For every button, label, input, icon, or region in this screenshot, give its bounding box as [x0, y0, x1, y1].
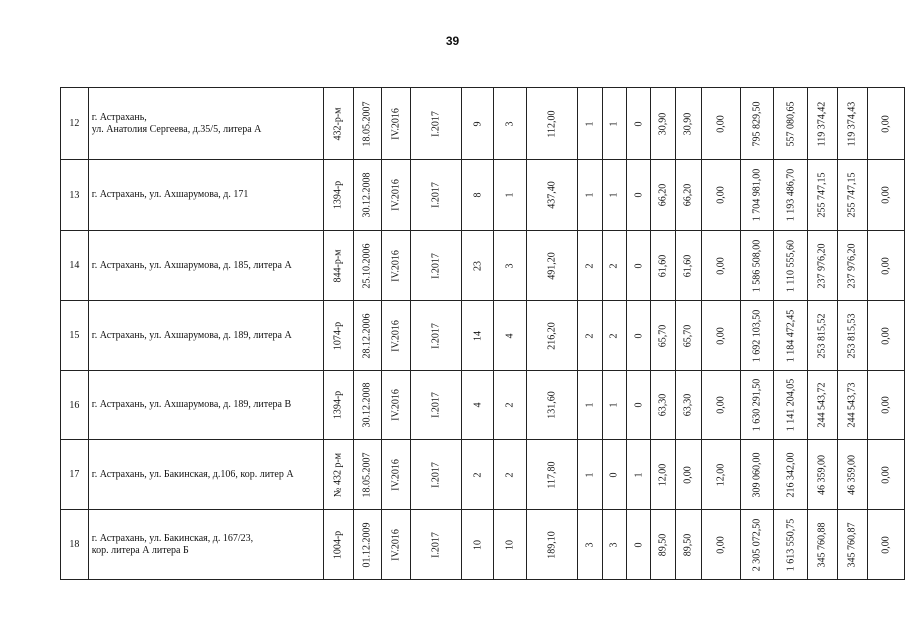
address-cell — [88, 440, 323, 510]
cell-value: 112,00 — [546, 109, 558, 138]
cost-total-cell — [740, 440, 774, 510]
area-b-cell — [701, 301, 740, 371]
order-cell — [323, 88, 353, 160]
plan-start-cell — [381, 231, 410, 301]
cell-value: 119 374,43 — [846, 101, 858, 146]
cell-value: 0 — [633, 402, 645, 408]
cell-value: 117,80 — [546, 460, 558, 489]
residents-cell — [461, 88, 494, 160]
cell-value: 18.05.2007 — [361, 101, 373, 146]
cost-fund-cell — [774, 88, 808, 160]
cost-owners-cell — [867, 301, 904, 371]
area-a-cell — [676, 371, 701, 440]
cost-owners-cell — [867, 510, 904, 580]
cell-value: IV.2016 — [390, 319, 402, 352]
cell-value: 1 — [633, 472, 645, 477]
cell-value: 1 110 555,60 — [785, 239, 797, 292]
area-b-cell — [701, 231, 740, 301]
address-line: г. Астрахань, ул. Ахшарумова, д. 171 — [91, 189, 249, 200]
cell-value: 1394-р — [332, 180, 344, 210]
cell-value: IV.2016 — [390, 389, 402, 421]
cell-value: 1394-р — [332, 390, 344, 420]
area-cell — [527, 371, 578, 440]
cell-value: 0,00 — [880, 535, 892, 554]
cost-total-cell — [740, 301, 774, 371]
cell-value: 61,60 — [657, 254, 669, 277]
cell-value: 28.12.2006 — [361, 313, 373, 358]
cell-value: 1 586 508,00 — [751, 239, 763, 292]
residents-cell — [461, 231, 494, 301]
cell-value: 0,00 — [682, 465, 694, 484]
area-cell — [527, 88, 578, 160]
cell-value: 237 976,20 — [816, 243, 828, 288]
cell-value: IV.2016 — [390, 179, 402, 211]
cost-local-cell — [837, 88, 867, 160]
flats-b-cell — [626, 440, 650, 510]
floors-cell — [494, 231, 527, 301]
flats-b-cell — [626, 160, 650, 231]
flats-total-cell — [578, 510, 602, 580]
flats-total-cell — [578, 160, 602, 231]
plan-end-cell — [410, 371, 461, 440]
order-cell — [323, 371, 353, 440]
area-a-cell — [676, 160, 701, 231]
cell-value: IV.2016 — [390, 107, 402, 140]
cell-value: IV.2016 — [390, 458, 402, 491]
flats-b-cell — [626, 231, 650, 301]
flats-b-cell — [626, 88, 650, 160]
flats-a-cell — [602, 301, 626, 371]
address-line: г. Астрахань, ул. Ахшарумова, д. 189, литера В — [91, 399, 292, 410]
floors-cell — [494, 440, 527, 510]
cell-value: 216 342,00 — [785, 452, 797, 497]
cost-total-cell — [740, 231, 774, 301]
cell-value: 345 760,88 — [816, 522, 828, 567]
address-line: г. Астрахань, ул. Ахшарумова, д. 189, литера А — [91, 329, 292, 341]
row-number: 15 — [61, 301, 89, 371]
cell-value: № 432 р-м — [332, 452, 344, 497]
area-a-cell — [676, 231, 701, 301]
cell-value: 66,20 — [682, 183, 694, 207]
area-a-cell — [676, 88, 701, 160]
area-total-cell — [651, 301, 676, 371]
table-row — [61, 231, 905, 301]
cell-value: 14 — [472, 330, 484, 341]
order-date-cell — [353, 440, 381, 510]
cell-value: 1 704 981,00 — [751, 168, 763, 222]
address-cell — [88, 510, 323, 580]
residents-cell — [461, 510, 494, 580]
plan-end-cell — [410, 231, 461, 301]
cell-value: 255 747,15 — [846, 172, 858, 218]
area-a-cell — [676, 440, 701, 510]
cell-value: 2 305 072,50 — [751, 518, 763, 571]
cell-value: 1 — [584, 402, 596, 408]
plan-end-cell — [410, 301, 461, 371]
cost-total-cell — [740, 160, 774, 231]
cell-value: 1 692 103,50 — [751, 309, 763, 362]
cell-value: 1 — [608, 121, 620, 126]
flats-a-cell — [602, 510, 626, 580]
cell-value: IV.2016 — [390, 528, 402, 561]
cell-value: 237 976,20 — [846, 243, 858, 288]
plan-end-cell — [410, 440, 461, 510]
area-cell — [527, 440, 578, 510]
cell-value: 1074-р — [332, 321, 344, 350]
cost-fund-cell — [774, 440, 808, 510]
cost-fund-cell — [774, 231, 808, 301]
cell-value: 557 080,65 — [785, 101, 797, 146]
floors-cell — [494, 301, 527, 371]
order-date-cell — [353, 371, 381, 440]
cell-value: 01.12.2009 — [361, 522, 373, 567]
cell-value: I.2017 — [430, 252, 442, 279]
floors-cell — [494, 160, 527, 231]
floors-cell — [494, 371, 527, 440]
cell-value: 25.10.2006 — [361, 243, 373, 288]
flats-a-cell — [602, 88, 626, 160]
cell-value: 0,00 — [880, 465, 892, 484]
cell-value: 119 374,42 — [816, 101, 828, 146]
cost-local-cell — [837, 301, 867, 371]
cell-value: 253 815,53 — [846, 313, 858, 358]
table-row — [61, 440, 905, 510]
table-row — [61, 88, 905, 160]
cell-value: 2 — [504, 472, 516, 477]
cell-value: 1 — [608, 192, 620, 198]
cell-value: 61,60 — [682, 254, 694, 277]
plan-start-cell — [381, 510, 410, 580]
cell-value: 3 — [504, 121, 516, 126]
cell-value: 244 543,72 — [816, 382, 828, 428]
cell-value: 1 — [584, 472, 596, 477]
cell-value: 63,30 — [682, 393, 694, 417]
cell-value: 10 — [504, 539, 516, 550]
address-line: г. Астрахань, — [91, 111, 147, 123]
area-a-cell — [676, 301, 701, 371]
cell-value: 1 — [584, 192, 596, 198]
cost-region-cell — [807, 510, 837, 580]
cell-value: 12,00 — [715, 463, 727, 486]
cell-value: 309 060,00 — [751, 452, 763, 497]
cell-value: 1 141 204,05 — [785, 378, 797, 432]
cell-value: IV.2016 — [390, 249, 402, 282]
flats-b-cell — [626, 301, 650, 371]
plan-start-cell — [381, 160, 410, 231]
address-cell — [88, 160, 323, 231]
cell-value: 46 359,00 — [846, 454, 858, 495]
flats-b-cell — [626, 371, 650, 440]
cell-value: 0,00 — [715, 256, 727, 275]
cell-value: 0,00 — [715, 186, 727, 204]
cost-total-cell — [740, 88, 774, 160]
cell-value: 216,20 — [546, 321, 558, 350]
cell-value: 0,00 — [880, 396, 892, 414]
cell-value: 253 815,52 — [816, 313, 828, 358]
flats-a-cell — [602, 440, 626, 510]
order-date-cell — [353, 160, 381, 231]
cell-value: 46 359,00 — [816, 454, 828, 495]
area-b-cell — [701, 440, 740, 510]
cell-value: 2 — [584, 333, 596, 338]
area-b-cell — [701, 371, 740, 440]
cell-value: 4 — [472, 402, 484, 408]
cell-value: 0,00 — [880, 186, 892, 204]
cell-value: 0,00 — [715, 114, 727, 133]
cell-value: 4 — [504, 333, 516, 338]
cell-value: 0,00 — [715, 535, 727, 554]
cell-value: 437,40 — [546, 181, 558, 209]
cost-owners-cell — [867, 231, 904, 301]
floors-cell — [494, 510, 527, 580]
table-row — [61, 160, 905, 231]
cell-value: 1 193 486,70 — [785, 168, 797, 222]
plan-start-cell — [381, 371, 410, 440]
flats-a-cell — [602, 160, 626, 231]
cost-owners-cell — [867, 160, 904, 231]
cell-value: 65,70 — [682, 324, 694, 347]
address-cell — [88, 231, 323, 301]
cost-total-cell — [740, 510, 774, 580]
cost-region-cell — [807, 301, 837, 371]
address-line: г. Астрахань, ул. Ахшарумова, д. 185, литера А — [91, 259, 292, 271]
flats-total-cell — [578, 301, 602, 371]
cell-value: 30,90 — [682, 112, 694, 135]
table-row — [61, 301, 905, 371]
cost-region-cell — [807, 231, 837, 301]
cell-value: I.2017 — [430, 531, 442, 558]
cost-fund-cell — [774, 371, 808, 440]
table-body — [61, 88, 905, 580]
area-total-cell — [651, 160, 676, 231]
cost-region-cell — [807, 371, 837, 440]
residents-cell — [461, 440, 494, 510]
plan-end-cell — [410, 510, 461, 580]
residents-cell — [461, 301, 494, 371]
order-cell — [323, 301, 353, 371]
cell-value: 0,00 — [715, 326, 727, 345]
plan-start-cell — [381, 301, 410, 371]
cell-value: 1 — [608, 402, 620, 408]
cell-value: 1 613 550,75 — [785, 518, 797, 571]
cell-value: 3 — [584, 542, 596, 547]
area-cell — [527, 231, 578, 301]
cell-value: 10 — [472, 539, 484, 550]
cell-value: 0 — [633, 121, 645, 126]
cell-value: 2 — [472, 472, 484, 477]
cell-value: I.2017 — [430, 461, 442, 488]
residents-cell — [461, 371, 494, 440]
cell-value: 0 — [633, 542, 645, 547]
order-cell — [323, 160, 353, 231]
cell-value: 844-р-м — [332, 249, 344, 282]
table-row — [61, 510, 905, 580]
cost-owners-cell — [867, 371, 904, 440]
cell-value: 255 747,15 — [816, 172, 828, 218]
address-cell — [88, 301, 323, 371]
cell-value: 0,00 — [880, 326, 892, 345]
cell-value: 66,20 — [657, 183, 669, 207]
cell-value: 30,90 — [657, 112, 669, 135]
address-line: ул. Анатолия Сергеева, д.35/5, литера А — [91, 123, 262, 135]
plan-end-cell — [410, 88, 461, 160]
order-date-cell — [353, 510, 381, 580]
cell-value: 30.12.2008 — [361, 382, 373, 428]
cell-value: 0,00 — [880, 114, 892, 133]
cell-value: 63,30 — [657, 393, 669, 417]
order-date-cell — [353, 88, 381, 160]
cell-value: 0 — [633, 263, 645, 268]
cost-region-cell — [807, 88, 837, 160]
area-b-cell — [701, 510, 740, 580]
cell-value: 12,00 — [657, 463, 669, 486]
cell-value: I.2017 — [430, 110, 442, 137]
cell-value: 8 — [472, 192, 484, 198]
row-number: 17 — [61, 440, 89, 510]
order-cell — [323, 440, 353, 510]
order-date-cell — [353, 301, 381, 371]
cell-value: 795 829,50 — [751, 101, 763, 146]
plan-end-cell — [410, 160, 461, 231]
address-line: кор. литера А литера Б — [91, 544, 189, 556]
cell-value: 18.05.2007 — [361, 452, 373, 497]
row-number: 16 — [61, 371, 89, 440]
cell-value: 491,20 — [546, 251, 558, 280]
area-total-cell — [651, 371, 676, 440]
flats-total-cell — [578, 371, 602, 440]
cell-value: 345 760,87 — [846, 522, 858, 567]
page-number: 39 — [445, 34, 460, 48]
row-number: 12 — [61, 88, 89, 160]
area-a-cell — [676, 510, 701, 580]
cell-value: 0 — [608, 472, 620, 477]
cell-value: 30.12.2008 — [361, 172, 373, 218]
residents-cell — [461, 160, 494, 231]
cost-local-cell — [837, 440, 867, 510]
area-cell — [527, 301, 578, 371]
row-number: 18 — [61, 510, 89, 580]
register-table — [60, 87, 905, 580]
cost-region-cell — [807, 440, 837, 510]
cost-fund-cell — [774, 510, 808, 580]
flats-total-cell — [578, 440, 602, 510]
area-b-cell — [701, 88, 740, 160]
flats-total-cell — [578, 231, 602, 301]
flats-a-cell — [602, 231, 626, 301]
cell-value: 9 — [472, 121, 484, 126]
cell-value: 89,50 — [657, 533, 669, 556]
cell-value: I.2017 — [430, 322, 442, 349]
cell-value: 131,60 — [546, 391, 558, 419]
address-line: г. Астрахань, ул. Бакинская, д.106, кор. литер А — [91, 468, 294, 480]
cell-value: 2 — [608, 333, 620, 338]
flats-total-cell — [578, 88, 602, 160]
cell-value: 432-р-м — [332, 107, 344, 140]
row-number: 14 — [61, 231, 89, 301]
area-total-cell — [651, 231, 676, 301]
cell-value: 2 — [584, 263, 596, 268]
cell-value: 244 543,73 — [846, 382, 858, 428]
cost-region-cell — [807, 160, 837, 231]
area-total-cell — [651, 88, 676, 160]
cell-value: 1004-р — [332, 530, 344, 559]
cell-value: 189,10 — [546, 530, 558, 559]
cost-local-cell — [837, 371, 867, 440]
area-total-cell — [651, 440, 676, 510]
cost-owners-cell — [867, 88, 904, 160]
cell-value: 1 630 291,50 — [751, 378, 763, 432]
cost-total-cell — [740, 371, 774, 440]
cell-value: 89,50 — [682, 533, 694, 556]
cell-value: 0,00 — [880, 256, 892, 275]
cell-value: 2 — [608, 263, 620, 268]
order-cell — [323, 231, 353, 301]
flats-a-cell — [602, 371, 626, 440]
cell-value: 2 — [504, 402, 516, 408]
flats-b-cell — [626, 510, 650, 580]
plan-start-cell — [381, 88, 410, 160]
area-cell — [527, 160, 578, 231]
cell-value: 0,00 — [715, 396, 727, 414]
cost-owners-cell — [867, 440, 904, 510]
area-cell — [527, 510, 578, 580]
area-total-cell — [651, 510, 676, 580]
cell-value: I.2017 — [430, 182, 442, 208]
address-cell — [88, 371, 323, 440]
cell-value: 3 — [504, 263, 516, 268]
cell-value: 1 — [504, 192, 516, 198]
cell-value: I.2017 — [430, 392, 442, 418]
cell-value: 23 — [472, 260, 484, 271]
order-cell — [323, 510, 353, 580]
cell-value: 3 — [608, 542, 620, 547]
cost-fund-cell — [774, 160, 808, 231]
cost-local-cell — [837, 510, 867, 580]
address-line: г. Астрахань, ул. Бакинская, д. 167/23, — [91, 532, 254, 544]
address-cell — [88, 88, 323, 160]
row-number: 13 — [61, 160, 89, 231]
cost-local-cell — [837, 231, 867, 301]
order-date-cell — [353, 231, 381, 301]
cost-local-cell — [837, 160, 867, 231]
table-row — [61, 371, 905, 440]
cell-value: 0 — [633, 333, 645, 338]
cell-value: 1 — [584, 121, 596, 126]
cell-value: 0 — [633, 192, 645, 198]
cell-value: 65,70 — [657, 324, 669, 347]
area-b-cell — [701, 160, 740, 231]
cell-value: 1 184 472,45 — [785, 309, 797, 362]
plan-start-cell — [381, 440, 410, 510]
floors-cell — [494, 88, 527, 160]
cost-fund-cell — [774, 301, 808, 371]
